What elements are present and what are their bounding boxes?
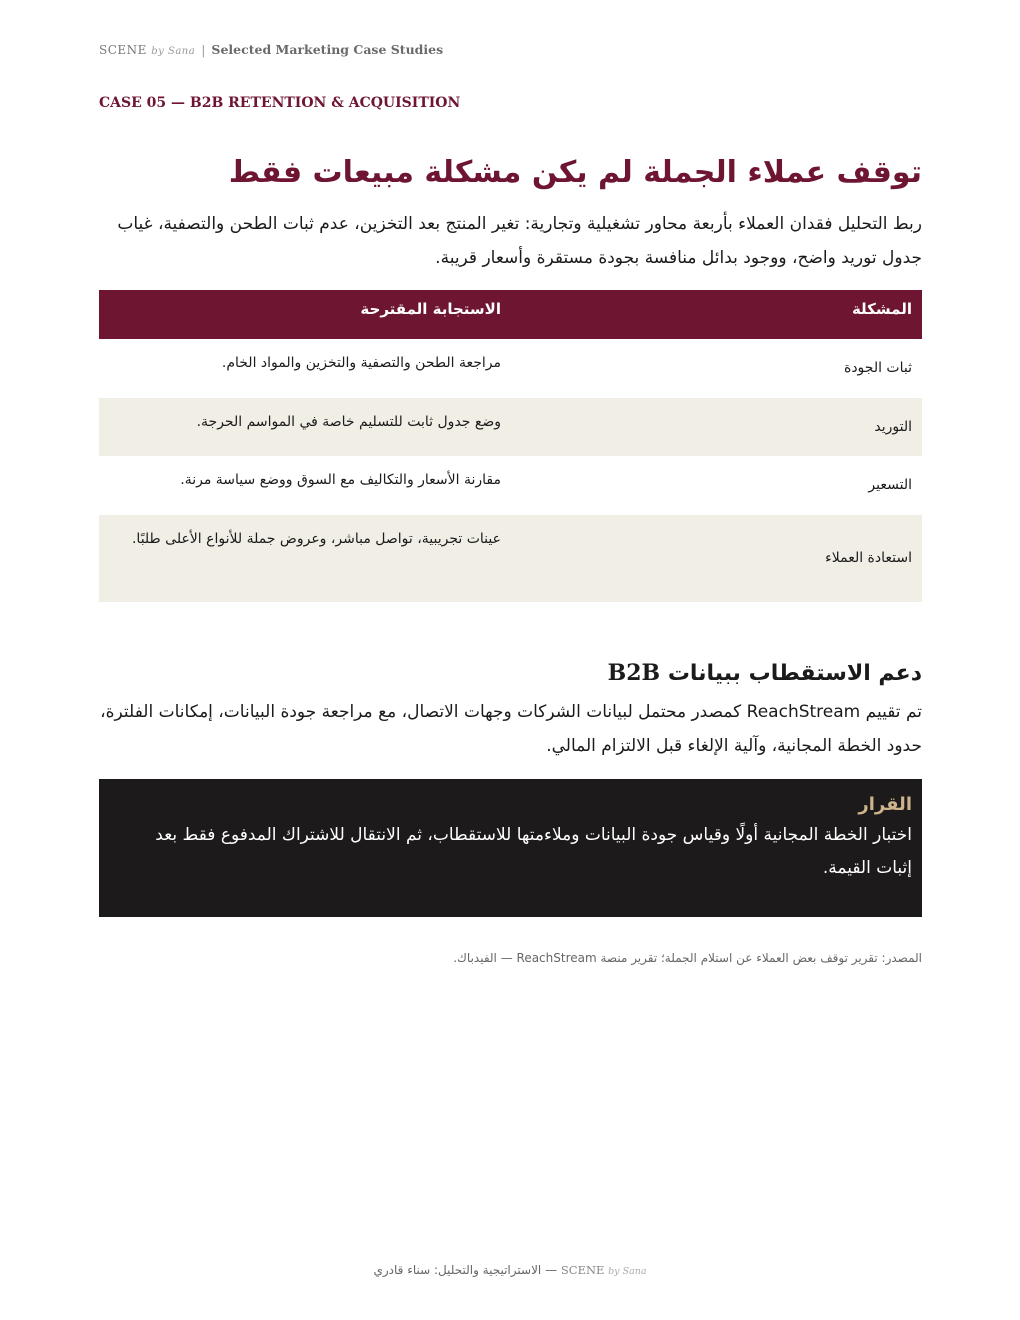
section-heading-arabic: دعم الاستقطاب ببيانات — [667, 661, 922, 686]
section-heading — [99, 656, 922, 691]
decision-box — [99, 779, 922, 917]
page-title: توقف عملاء الجملة لم يكن مشكلة مبيعات فقط — [228, 155, 922, 190]
table-row — [99, 398, 922, 456]
brand-name: SCENE — [99, 42, 147, 57]
footer-brand-name: SCENE — [560, 1263, 605, 1277]
intro-paragraph: ربط التحليل فقدان العملاء بأربعة محاور تشغيلية وتجارية: تغير المنتج بعد التخزين، عدم ثبات الطحن والتصفية، غياب جدول توريد واضح، ووجود بدائل منافسة بجودة مستقرة وأسعار قريبة. — [117, 214, 922, 268]
brand-by: by Sana — [151, 45, 196, 57]
issue-cell: التسعير — [868, 477, 912, 493]
source-note: المصدر: تقرير توقف بعض العملاء عن استلام الجملة؛ تقرير منصة ReachStream — الفيدباك. — [453, 951, 922, 965]
decision-text: اختبار الخطة المجانية أولًا وقياس جودة البيانات وملاءمتها للاستقطاب، ثم الانتقال للاشتراك المدفوع فقط بعد إثبات القيمة. — [155, 825, 912, 878]
page-footer — [0, 1260, 1020, 1282]
brand-logo — [99, 43, 195, 57]
issue-cell: التوريد — [511, 398, 922, 456]
response-cell: مراجعة الطحن والتصفية والتخزين والمواد الخام. — [221, 355, 501, 371]
section-heading-latin: B2B — [607, 660, 661, 686]
footer-brand-by: by Sana — [608, 1266, 647, 1277]
decision-title: القرار — [858, 794, 912, 815]
header-separator: | — [201, 42, 206, 57]
response-cell: عينات تجريبية، تواصل مباشر، وعروض جملة للأنواع الأعلى طلبًا. — [99, 515, 511, 602]
response-cell: مقارنة الأسعار والتكاليف مع السوق ووضع سياسة مرنة. — [180, 472, 501, 488]
case-label: CASE 05 — B2B RETENTION & ACQUISITION — [99, 95, 461, 111]
section-paragraph: تم تقييم ReachStream كمصدر محتمل لبيانات الشركات وجهات الاتصال، مع مراجعة جودة البيانات، إمكانات الفلترة، حدود الخطة المجانية، وآلية الإلغاء قبل الالتزام المالي. — [100, 702, 922, 756]
response-cell: وضع جدول ثابت للتسليم خاصة في المواسم الحرجة. — [99, 398, 511, 456]
column-header-issue: المشكلة — [511, 290, 922, 339]
table-row — [99, 515, 922, 602]
footer-credit: الاستراتيجية والتحليل: سناء قادري — [373, 1263, 542, 1277]
table-row — [99, 456, 922, 515]
table-row — [99, 339, 922, 398]
footer-dash: — — [545, 1263, 558, 1277]
issues-table — [99, 290, 922, 602]
issue-cell: ثبات الجودة — [843, 360, 912, 376]
issue-cell: استعادة العملاء — [511, 515, 922, 602]
header-title: Selected Marketing Case Studies — [211, 42, 444, 57]
table-header-row — [99, 290, 922, 339]
document-header — [99, 42, 443, 57]
footer-brand — [561, 1263, 647, 1277]
column-header-response: الاستجابة المقترحة — [99, 290, 511, 339]
